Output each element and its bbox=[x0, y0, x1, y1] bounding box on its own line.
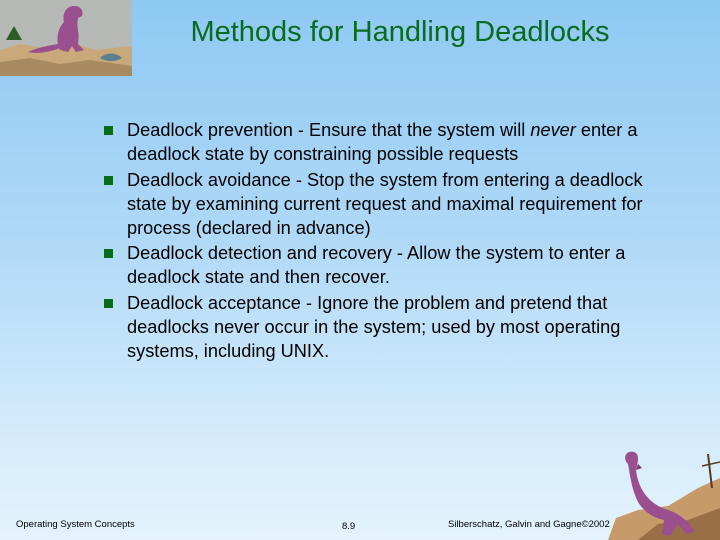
bullet-text: Deadlock acceptance - Ignore the problem and pretend that deadlocks never occur in the system; used by most operating systems, including UNIX. bbox=[127, 292, 621, 361]
bullet-text: Deadlock prevention - Ensure that the system will bbox=[127, 120, 531, 140]
bullet-list bbox=[104, 118, 664, 364]
bullet-square-icon bbox=[104, 176, 113, 185]
bullet-text: Deadlock avoidance - Stop the system from entering a deadlock state by examining current request and maximal requirement for process (declared in advance) bbox=[127, 169, 643, 238]
slide-title: Methods for Handling Deadlocks bbox=[190, 16, 610, 48]
bullet-square-icon bbox=[104, 126, 113, 135]
bullet-square-icon bbox=[104, 249, 113, 258]
bullet-item bbox=[104, 168, 664, 240]
dinosaur-logo-icon bbox=[608, 448, 720, 540]
bullet-item bbox=[104, 291, 664, 363]
bullet-item bbox=[104, 118, 664, 166]
footer-authors: Silberschatz, Galvin and Gagne©2002 bbox=[448, 519, 610, 530]
bullet-square-icon bbox=[104, 299, 113, 308]
footer-course-title: Operating System Concepts bbox=[16, 519, 135, 530]
bullet-emphasis: never bbox=[530, 120, 576, 140]
bullet-text: Deadlock detection and recovery - Allow the system to enter a deadlock state and then recover. bbox=[127, 243, 626, 287]
footer-page-number: 8.9 bbox=[342, 521, 356, 532]
bullet-text-continued: enter a deadlock state by constraining possible requests bbox=[127, 120, 638, 164]
bullet-item bbox=[104, 241, 664, 289]
dinosaur-logo-icon bbox=[0, 0, 132, 76]
